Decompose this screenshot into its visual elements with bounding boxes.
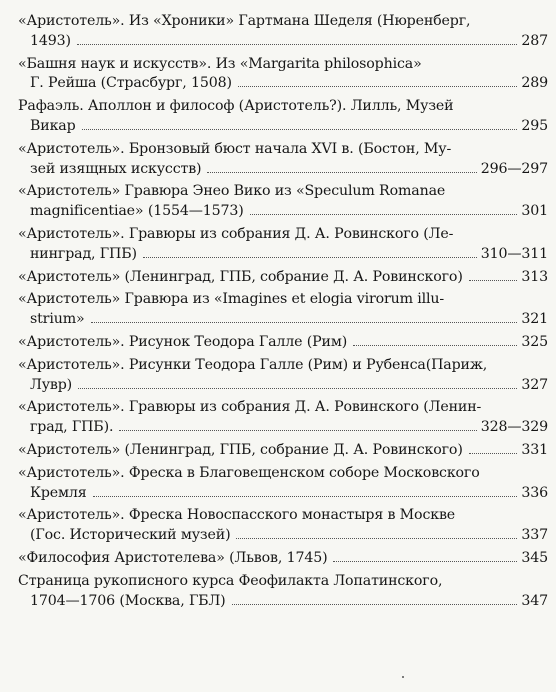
entry-line [18,464,548,484]
entry-title-text: «Аристотель» (Ленинград, ГПБ, собрание Д. А. Ровинского) [18,441,463,458]
page-number: 336 [521,484,548,501]
list-item [18,12,548,52]
entry-title-text: «Аристотель» Гравюра Энео Вико из «Speculum Romanae [18,183,446,200]
entry-title-text: Г. Рейша (Страсбург, 1508) [30,75,232,92]
entry-title-text: «Аристотель». Рисунки Теодора Галле (Рим) и Рубенса(Париж, [18,356,488,373]
entry-line [18,97,548,117]
leader-dots [236,538,517,539]
entry-line [18,441,548,461]
entry-line [18,592,548,612]
entry-line [18,160,548,180]
entry-line [18,268,548,288]
list-item [18,97,548,137]
entry-title-text: strium» [30,311,85,328]
list-item [18,268,548,288]
entry-title-text: «Аристотель». Бронзовый бюст начала XVI в. (Бостон, Му- [18,140,452,157]
entry-line [18,549,548,569]
leader-dots [353,345,517,346]
list-item [18,506,548,546]
leader-dots [232,604,518,605]
entry-title-text: (Гос. Исторический музей) [30,527,231,544]
entry-line [18,572,548,592]
entry-title-text: Рафаэль. Аполлон и философ (Аристотель?). Лилль, Музей [18,98,454,115]
list-item [18,290,548,330]
entry-line [18,290,548,310]
list-item [18,572,548,612]
entry-title-text: град, ГПБ). [30,419,114,436]
entry-title-text: зей изящных искусств) [30,160,202,177]
entry-line [18,225,548,245]
page-number: 289 [521,75,548,92]
entry-title-text: Кремля [30,484,87,501]
entry-line [18,376,548,396]
entry-line [18,12,548,32]
leader-dots [143,257,477,258]
leader-dots [469,453,518,454]
entry-line [18,245,548,265]
entry-title-text: «Аристотель». Из «Хроники» Гартмана Шеделя (Нюренберг, [18,13,471,29]
entry-line [18,333,548,353]
entry-title-text: Викар [30,117,76,134]
leader-dots [333,561,517,562]
leader-dots [119,430,476,431]
entry-line [18,484,548,504]
entry-title-text: «Философия Аристотелева» (Львов, 1745) [18,549,328,566]
page-number: 325 [521,333,548,350]
page-number: 313 [521,268,548,285]
leader-dots [207,172,476,173]
list-item [18,182,548,222]
page-number: 327 [521,376,548,393]
entry-line [18,398,548,418]
leader-dots [93,496,518,497]
list-item [18,140,548,180]
entry-title-text: Лувр) [30,376,73,393]
page-number: 337 [521,527,548,544]
leader-dots [82,129,518,130]
entry-title-text: magnificentiae» (1554—1573) [30,203,244,220]
page-number: 296—297 [480,160,548,177]
page-number: 295 [521,117,548,134]
list-item [18,356,548,396]
entry-title-text: 1704—1706 (Москва, ГБЛ) [30,592,226,609]
entry-line [18,117,548,137]
entry-line [18,182,548,202]
page-number: 310—311 [480,245,548,262]
entry-line [18,202,548,222]
leader-dots [91,322,518,323]
entry-title-text: Страница рукописного курса Феофилакта Лопатинского, [18,572,443,589]
list-item [18,333,548,353]
list-item [18,55,548,95]
entry-line [18,506,548,526]
leader-dots [77,44,517,45]
entry-line [18,526,548,546]
list-item [18,549,548,569]
entry-line [18,32,548,52]
entry-title-text: «Аристотель» Гравюра из «Imagines et elogia virorum illu- [18,291,445,308]
page-number: 301 [521,203,548,220]
entry-title-text: «Башня наук и искусств». Из «Margarita philosophica» [18,55,422,72]
entry-line [18,310,548,330]
page-number: 321 [521,311,548,328]
list-item [18,398,548,438]
entry-title-text: «Аристотель». Фреска Новоспасского монастыря в Москве [18,507,456,524]
entry-title-text: «Аристотель». Гравюры из собрания Д. А. Ровинского (Ле- [18,225,454,242]
table-of-illustrations [18,12,548,614]
entry-line [18,74,548,94]
entry-title-text: «Аристотель». Рисунок Теодора Галле (Рим) [18,333,348,350]
page-number: 328—329 [480,419,548,436]
page-number: 287 [521,32,548,49]
entry-line [18,140,548,160]
entry-line [18,418,548,438]
leader-dots [469,280,518,281]
list-item [18,441,548,461]
leader-dots [238,86,517,87]
entry-line [18,356,548,376]
page-number: 331 [521,441,548,458]
list-item [18,464,548,504]
leader-dots [250,214,518,215]
page-number: 347 [521,592,548,609]
entry-title-text: нинград, ГПБ) [30,245,137,262]
entry-title-text: «Аристотель» (Ленинград, ГПБ, собрание Д. А. Ровинского) [18,268,463,285]
page-number: 345 [521,549,548,566]
list-item [18,225,548,265]
entry-title-text: «Аристотель». Гравюры из собрания Д. А. Ровинского (Ленин- [18,399,482,416]
leader-dots [78,388,517,389]
entry-title-text: 1493) [30,32,71,49]
entry-title-text: «Аристотель». Фреска в Благовещенском соборе Московского [18,464,480,481]
entry-line [18,55,548,75]
print-speck [402,676,404,678]
